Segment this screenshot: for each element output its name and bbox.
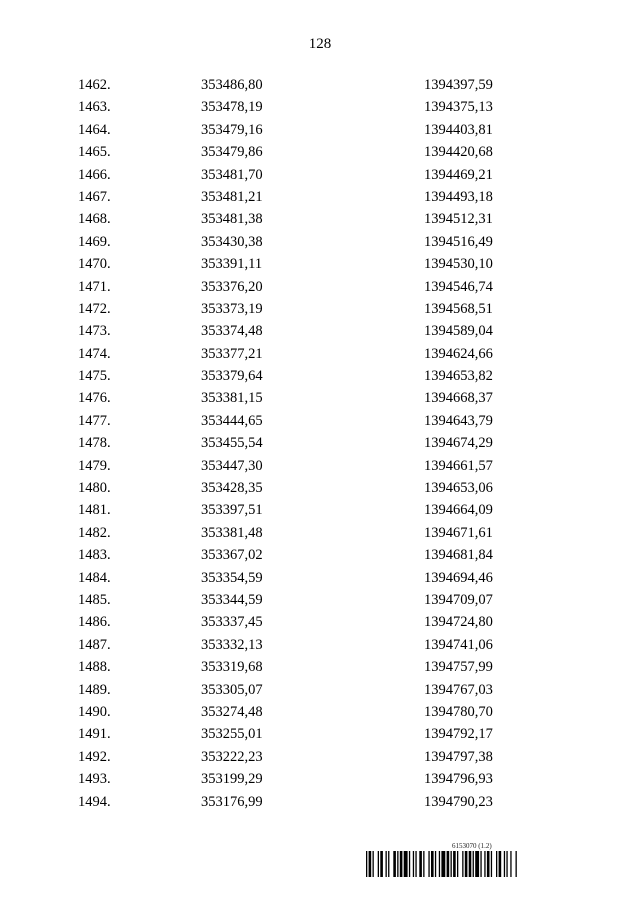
table-row — [0, 141, 640, 163]
x-coordinate: 353486,80 — [201, 77, 263, 93]
table-row — [0, 298, 640, 320]
x-coordinate: 353481,70 — [201, 166, 263, 183]
barcode-block — [366, 842, 590, 878]
x-coordinate: 353373,19 — [201, 300, 263, 317]
table-row — [0, 410, 640, 432]
x-coordinate: 353274,48 — [201, 703, 263, 720]
x-coordinate: 353374,48 — [201, 323, 263, 340]
table-row — [0, 679, 640, 701]
point-number: 1471. — [78, 278, 111, 295]
x-coordinate: 353354,59 — [201, 569, 263, 586]
y-coordinate: 1394469,21 — [424, 166, 493, 183]
x-coordinate: 353332,13 — [201, 636, 263, 653]
x-coordinate: 353255,01 — [201, 726, 263, 743]
x-coordinate: 353397,51 — [201, 502, 263, 519]
point-number: 1469. — [78, 233, 111, 250]
point-number: 1492. — [78, 748, 111, 765]
point-number: 1478. — [78, 435, 111, 452]
table-row — [0, 746, 640, 768]
x-coordinate: 353479,16 — [201, 121, 263, 138]
table-row — [0, 432, 640, 454]
table-row — [0, 634, 640, 656]
y-coordinate: 1394546,74 — [424, 278, 493, 295]
table-row — [0, 387, 640, 409]
point-number: 1473. — [78, 323, 111, 340]
barcode — [366, 851, 590, 877]
x-coordinate: 353478,19 — [201, 99, 263, 116]
point-number: 1491. — [78, 726, 111, 743]
table-row — [0, 522, 640, 544]
x-coordinate: 353430,38 — [201, 233, 263, 250]
x-coordinate: 353381,15 — [201, 390, 263, 407]
point-number: 1465. — [78, 144, 111, 161]
table-row — [0, 276, 640, 298]
y-coordinate: 1394668,37 — [424, 390, 493, 407]
table-row — [0, 164, 640, 186]
point-number: 1481. — [78, 502, 111, 519]
y-coordinate: 1394589,04 — [424, 323, 493, 340]
table-row — [0, 701, 640, 723]
table-row — [0, 119, 640, 141]
point-number: 1493. — [78, 771, 111, 788]
x-coordinate: 353222,23 — [201, 748, 263, 765]
x-coordinate: 353337,45 — [201, 614, 263, 631]
x-coordinate: 353447,30 — [201, 457, 263, 474]
x-coordinate: 353305,07 — [201, 681, 263, 698]
x-coordinate: 353199,29 — [201, 771, 263, 788]
point-number: 1485. — [78, 591, 111, 608]
point-number: 1490. — [78, 703, 111, 720]
point-number: 1486. — [78, 614, 111, 631]
y-coordinate: 1394767,03 — [424, 681, 493, 698]
y-coordinate: 1394757,99 — [424, 659, 493, 676]
table-row — [0, 253, 640, 275]
x-coordinate: 353379,64 — [201, 368, 263, 385]
y-coordinate: 1394681,84 — [424, 547, 493, 564]
table-row — [0, 208, 640, 230]
y-coordinate: 1394797,38 — [424, 748, 493, 765]
y-coordinate: 1394530,10 — [424, 256, 493, 273]
table-row — [0, 231, 640, 253]
point-number: 1467. — [78, 188, 111, 205]
y-coordinate: 1394568,51 — [424, 300, 493, 317]
y-coordinate: 1394512,31 — [424, 211, 493, 228]
table-row — [0, 723, 640, 745]
point-number: 1484. — [78, 569, 111, 586]
y-coordinate: 1394661,57 — [424, 457, 493, 474]
table-row — [0, 611, 640, 633]
x-coordinate: 353479,86 — [201, 144, 263, 161]
x-coordinate: 353481,38 — [201, 211, 263, 228]
table-row — [0, 768, 640, 790]
table-row — [0, 656, 640, 678]
table-row — [0, 365, 640, 387]
point-number: 1472. — [78, 300, 111, 317]
point-number: 1464. — [78, 121, 111, 138]
y-coordinate: 1394796,93 — [424, 771, 493, 788]
point-number: 1462. — [78, 77, 111, 93]
point-number: 1474. — [78, 345, 111, 362]
y-coordinate: 1394709,07 — [424, 591, 493, 608]
y-coordinate: 1394664,09 — [424, 502, 493, 519]
point-number: 1488. — [78, 659, 111, 676]
y-coordinate: 1394694,46 — [424, 569, 493, 586]
y-coordinate: 1394792,17 — [424, 726, 493, 743]
point-number: 1463. — [78, 99, 111, 116]
page-number: 128 — [308, 36, 332, 52]
table-row — [0, 567, 640, 589]
point-number: 1470. — [78, 256, 111, 273]
table-row — [0, 455, 640, 477]
point-number: 1476. — [78, 390, 111, 407]
point-number: 1494. — [78, 793, 111, 810]
y-coordinate: 1394724,80 — [424, 614, 493, 631]
table-row — [0, 589, 640, 611]
x-coordinate: 353391,11 — [201, 256, 263, 273]
table-row — [0, 320, 640, 342]
point-number: 1487. — [78, 636, 111, 653]
point-number: 1482. — [78, 524, 111, 541]
table-row — [0, 96, 640, 118]
table-row — [0, 477, 640, 499]
point-number: 1477. — [78, 412, 111, 429]
x-coordinate: 353376,20 — [201, 278, 263, 295]
x-coordinate: 353455,54 — [201, 435, 263, 452]
coordinates-table — [0, 74, 640, 813]
y-coordinate: 1394653,06 — [424, 480, 493, 497]
y-coordinate: 1394624,66 — [424, 345, 493, 362]
point-number: 1466. — [78, 166, 111, 183]
table-row — [0, 343, 640, 365]
y-coordinate: 1394493,18 — [424, 188, 493, 205]
point-number: 1475. — [78, 368, 111, 385]
table-row — [0, 499, 640, 521]
table-row — [0, 74, 640, 96]
point-number: 1479. — [78, 457, 111, 474]
y-coordinate: 1394643,79 — [424, 412, 493, 429]
y-coordinate: 1394671,61 — [424, 524, 493, 541]
x-coordinate: 353367,02 — [201, 547, 263, 564]
y-coordinate: 1394741,06 — [424, 636, 493, 653]
x-coordinate: 353319,68 — [201, 659, 263, 676]
y-coordinate: 1394403,81 — [424, 121, 493, 138]
table-row — [0, 544, 640, 566]
point-number: 1483. — [78, 547, 111, 564]
y-coordinate: 1394653,82 — [424, 368, 493, 385]
x-coordinate: 353444,65 — [201, 412, 263, 429]
x-coordinate: 353428,35 — [201, 480, 263, 497]
barcode-label: 6153070 (1.2) — [452, 842, 492, 850]
point-number: 1468. — [78, 211, 111, 228]
y-coordinate: 1394375,13 — [424, 99, 493, 116]
y-coordinate: 1394397,59 — [424, 77, 493, 93]
y-coordinate: 1394420,68 — [424, 144, 493, 161]
point-number: 1489. — [78, 681, 111, 698]
x-coordinate: 353176,99 — [201, 793, 263, 810]
table-row — [0, 186, 640, 208]
y-coordinate: 1394780,70 — [424, 703, 493, 720]
x-coordinate: 353344,59 — [201, 591, 263, 608]
x-coordinate: 353381,48 — [201, 524, 263, 541]
x-coordinate: 353481,21 — [201, 188, 263, 205]
y-coordinate: 1394790,23 — [424, 793, 493, 810]
y-coordinate: 1394674,29 — [424, 435, 493, 452]
table-row — [0, 791, 640, 813]
point-number: 1480. — [78, 480, 111, 497]
x-coordinate: 353377,21 — [201, 345, 263, 362]
y-coordinate: 1394516,49 — [424, 233, 493, 250]
